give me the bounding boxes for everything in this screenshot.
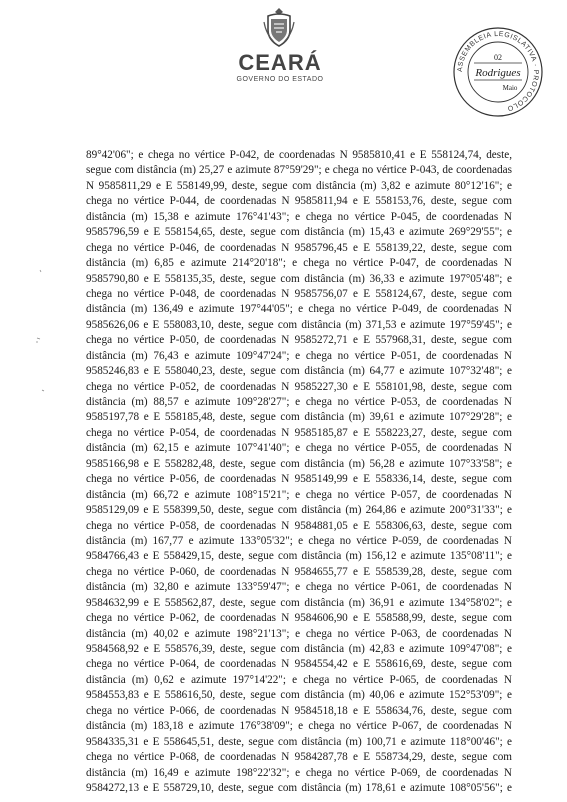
protocol-stamp <box>452 26 544 118</box>
text-line: distância (m) 136,49 e azimute 197°44'05"; e chega no vértice P-049, de coordenadas N <box>86 303 512 316</box>
text-line: distância (m) 0,62 e azimute 197°14'22"; e chega no vértice P-065, de coordenadas N <box>86 673 512 686</box>
text-line: distância (m) 15,38 e azimute 176°41'43"; e chega no vértice P-045, de coordenadas N <box>86 210 512 223</box>
text-line: 9585129,09 e E 558399,50, deste, segue com distância (m) 264,86 e azimute 200°31'33"; e <box>86 504 512 517</box>
text-line: distância (m) 88,57 e azimute 109°28'27"; e chega no vértice P-053, de coordenadas N <box>86 396 512 408</box>
text-line: 9585626,06 e E 558083,10, deste, segue com distância (m) 371,53 e azimute 197°59'45"; e <box>86 318 512 331</box>
text-line: 9585166,98 e E 558282,48, deste, segue com distância (m) 56,28 e azimute 107°33'58"; e <box>86 457 512 470</box>
text-line: chega no vértice P-044, de coordenadas N 9585811,94 e E 558153,76, deste, segue com <box>86 195 512 208</box>
text-line: 9584766,43 e E 558429,15, deste, segue com distância (m) 156,12 e azimute 135°08'11"; e <box>86 550 512 563</box>
text-line: 9584272,13 e E 558729,10, deste, segue com distância (m) 178,61 e azimute 108°05'56"; e <box>86 781 512 794</box>
stamp-signature: Rodrigues <box>475 67 521 79</box>
text-line: distância (m) 32,80 e azimute 133°59'47"; e chega no vértice P-061, de coordenadas N <box>86 581 512 594</box>
text-line: distância (m) 40,02 e azimute 198°21'13"; e chega no vértice P-063, de coordenadas N <box>86 627 512 640</box>
margin-marks <box>30 250 50 450</box>
text-line: 9584553,83 e E 558616,50, deste, segue com distância (m) 40,06 e azimute 152°53'09"; e <box>86 689 512 702</box>
text-line: chega no vértice P-054, de coordenadas N 9585185,87 e E 558223,27, deste, segue com <box>86 426 512 439</box>
text-line: chega no vértice P-056, de coordenadas N 9585149,99 e E 558336,14, deste, segue com <box>86 473 512 486</box>
text-line: chega no vértice P-050, de coordenadas N 9585272,71 e E 557968,31, deste, segue com <box>86 334 512 347</box>
text-line: 9585197,78 e E 558185,48, deste, segue com distância (m) 39,61 e azimute 107°29'28"; e <box>86 411 512 424</box>
text-line: 9584632,99 e E 558562,87, deste, segue com distância (m) 36,91 e azimute 134°58'02"; e <box>86 596 512 609</box>
text-line: distância (m) 66,72 e azimute 108°15'21"; e chega no vértice P-057, de coordenadas N <box>86 488 512 501</box>
text-line: 9585796,59 e E 558154,65, deste, segue com distância (m) 15,43 e azimute 269°29'55"; e <box>86 226 512 239</box>
text-line: chega no vértice P-058, de coordenadas N 9584881,05 e E 558306,63, deste, segue com <box>86 519 512 532</box>
text-line: N 9585811,29 e E 558149,99, deste, segue com distância (m) 3,82 e azimute 80°12'16"; e <box>86 179 512 192</box>
logo-wordmark: CEARÁ <box>238 50 322 75</box>
document-body <box>86 148 512 796</box>
coat-of-arms-icon <box>262 6 296 48</box>
text-line: distância (m) 167,77 e azimute 133°05'32"; e chega no vértice P-059, de coordenadas N <box>86 534 512 547</box>
text-line: chega no vértice P-060, de coordenadas N 9584655,77 e E 558539,28, deste, segue com <box>86 565 512 578</box>
stamp-number: 02 <box>494 53 502 62</box>
text-line: 9585246,83 e E 558040,23, deste, segue com distância (m) 64,77 e azimute 107°32'48"; e <box>86 365 512 378</box>
text-line: 9584335,31 e E 558645,51, deste, segue com distância (m) 100,71 e azimute 118°00'46"; e <box>86 735 512 748</box>
stamp-ring-text: ASSEMBLEIA LEGISLATIVA · PROTOCOLO <box>456 30 540 112</box>
text-line: chega no vértice P-048, de coordenadas N 9585756,07 e E 558124,67, deste, segue com <box>86 287 512 300</box>
text-line: chega no vértice P-046, de coordenadas N 9585796,45 e E 558139,22, deste, segue com <box>86 241 512 254</box>
text-line: chega no vértice P-062, de coordenadas N 9584606,90 e E 558588,99, deste, segue com <box>86 612 512 625</box>
text-line: chega no vértice P-066, de coordenadas N 9584518,18 e E 558634,76, deste, segue com <box>86 704 512 717</box>
page-header <box>0 0 567 110</box>
text-line: distância (m) 62,15 e azimute 107°41'40"; e chega no vértice P-055, de coordenadas N <box>86 442 512 455</box>
text-line: distância (m) 76,43 e azimute 109°47'24"; e chega no vértice P-051, de coordenadas N <box>86 349 512 362</box>
text-line: 9584568,92 e E 558576,39, deste, segue com distância (m) 42,83 e azimute 109°47'08"; e <box>86 643 512 655</box>
text-line: chega no vértice P-052, de coordenadas N 9585227,30 e E 558101,98, deste, segue com <box>86 380 512 393</box>
text-line: distância (m) 6,85 e azimute 214°20'18"; e chega no vértice P-047, de coordenadas N <box>86 257 512 270</box>
text-line: chega no vértice P-068, de coordenadas N 9584287,78 e E 558734,29, deste, segue com <box>86 751 512 764</box>
logo-subtitle: GOVERNO DO ESTADO <box>236 76 324 83</box>
text-line: distância (m) 183,18 e azimute 176°38'09"; e chega no vértice P-067, de coordenadas N <box>86 720 512 733</box>
stamp-initials: Maio <box>502 84 518 92</box>
text-line: distância (m) 16,49 e azimute 198°22'32"; e chega no vértice P-069, de coordenadas N <box>86 766 512 779</box>
text-line: 89°42'06"; e chega no vértice P-042, de coordenadas N 9585810,41 e E 558124,74, deste, <box>86 149 512 161</box>
text-line: segue com distância (m) 25,27 e azimute 87°59'29"; e chega no vértice P-043, de coordenadas <box>86 164 512 177</box>
text-line: 9585790,80 e E 558135,35, deste, segue com distância (m) 36,33 e azimute 197°05'48"; e <box>86 272 512 285</box>
text-line: chega no vértice P-064, de coordenadas N 9584554,42 e E 558616,69, deste, segue com <box>86 658 512 671</box>
